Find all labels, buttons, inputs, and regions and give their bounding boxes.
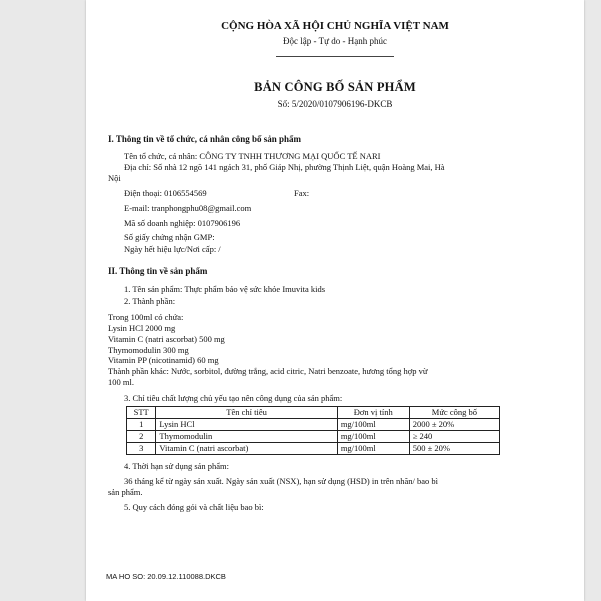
national-motto: Độc lập - Tự do - Hạnh phúc <box>283 36 387 46</box>
shelf-life-line-2: sản phẩm. <box>108 487 143 497</box>
document-page <box>86 0 584 601</box>
gmp-certificate: Số giấy chứng nhận GMP: <box>124 232 215 242</box>
ingredient-line: Vitamin PP (nicotinamid) 60 mg <box>108 355 219 365</box>
business-code: Mã số doanh nghiệp: 0107906196 <box>124 218 241 228</box>
ingredient-line: Lysin HCl 2000 mg <box>108 323 176 333</box>
other-ingredients-line-2: 100 ml. <box>108 377 134 387</box>
ingredient-line: Thymomodulin 300 mg <box>108 345 189 355</box>
fax: Fax: <box>294 188 310 198</box>
table-row <box>127 443 500 455</box>
document-number: Số: 5/2020/0107906196-DKCB <box>277 99 393 109</box>
table-header-row <box>127 407 500 419</box>
country-heading: CỘNG HÒA XÃ HỘI CHỦ NGHĨA VIỆT NAM <box>221 20 449 32</box>
table-cell: ≥ 240 <box>409 431 499 443</box>
table-row <box>127 431 500 443</box>
address-line-2: Nội <box>108 173 121 183</box>
phone: Điện thoại: 0106554569 <box>124 188 207 198</box>
table-header-cell: Tên chỉ tiêu <box>156 407 337 419</box>
shelf-life-heading: 4. Thời hạn sử dụng sản phẩm: <box>124 461 230 471</box>
ingredients-heading: 2. Thành phần: <box>124 296 176 306</box>
table-cell: mg/100ml <box>337 443 409 455</box>
table-cell: mg/100ml <box>337 419 409 431</box>
table-cell: 500 ± 20% <box>409 443 499 455</box>
heading-underline <box>276 56 394 57</box>
other-ingredients-line-1: Thành phần khác: Nước, sorbitol, đường trắng, acid citric, Natri benzoate, hương tổng hợp vừ <box>108 366 428 376</box>
validity: Ngày hết hiệu lực/Nơi cấp: / <box>124 244 221 254</box>
shelf-life-line-1: 36 tháng kể từ ngày sản xuất. Ngày sản xuất (NSX), hạn sử dụng (HSD) in trên nhãn/ bao bì <box>124 476 438 486</box>
table-cell: 1 <box>127 419 156 431</box>
table-cell: Vitamin C (natri ascorbat) <box>156 443 337 455</box>
table-header-cell: Đơn vị tính <box>337 407 409 419</box>
table-cell: 2 <box>127 431 156 443</box>
table-header-cell: STT <box>127 407 156 419</box>
table-row <box>127 419 500 431</box>
quality-table <box>126 406 500 455</box>
ingredient-line: Vitamin C (natri ascorbat) 500 mg <box>108 334 225 344</box>
document-title: BẢN CÔNG BỐ SẢN PHẨM <box>254 80 416 94</box>
table-header-cell: Mức công bố <box>409 407 499 419</box>
quality-heading: 3. Chỉ tiêu chất lượng chủ yếu tạo nên công dụng của sản phẩm: <box>124 393 343 403</box>
table-cell: Thymomodulin <box>156 431 337 443</box>
dossier-code: MA HO SO: 20.09.12.110088.DKCB <box>106 572 226 581</box>
ingredient-line: Trong 100ml có chứa: <box>108 312 184 322</box>
table-cell: 3 <box>127 443 156 455</box>
email: E-mail: tranphongphu08@gmail.com <box>124 203 252 213</box>
section1-heading: I. Thông tin về tổ chức, cá nhân công bố sản phẩm <box>108 134 302 144</box>
product-name: 1. Tên sản phẩm: Thực phẩm bảo vệ sức khỏe Imuvita kids <box>124 284 326 294</box>
table-cell: Lysin HCl <box>156 419 337 431</box>
org-name: Tên tổ chức, cá nhân: CÔNG TY TNHH THƯƠNG MẠI QUỐC TẾ NARI <box>124 151 381 161</box>
packaging-heading: 5. Quy cách đóng gói và chất liệu bao bì: <box>124 502 264 512</box>
table-cell: mg/100ml <box>337 431 409 443</box>
address-line-1: Địa chỉ: Số nhà 12 ngõ 141 ngách 31, phố Giáp Nhị, phường Thịnh Liệt, quận Hoàng Mai, Hà <box>124 162 445 172</box>
section2-heading: II. Thông tin về sản phẩm <box>108 266 208 276</box>
table-cell: 2000 ± 20% <box>409 419 499 431</box>
